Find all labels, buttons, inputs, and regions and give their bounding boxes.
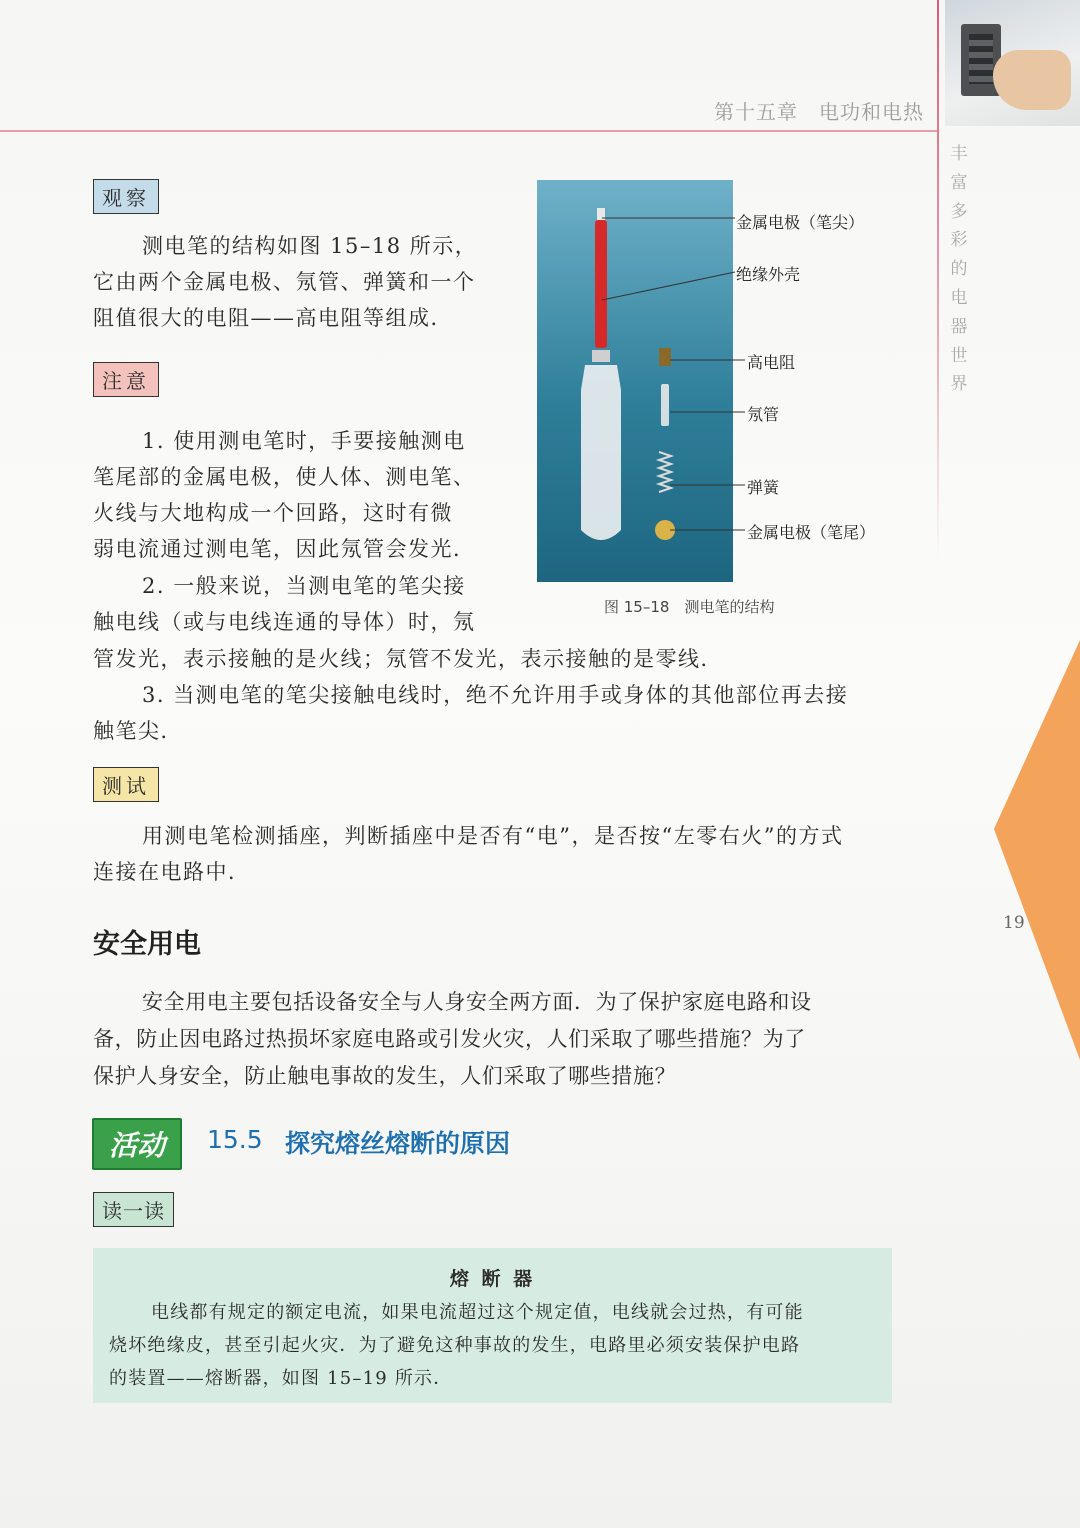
activity-number: 15.5 xyxy=(207,1125,263,1154)
test-line: 连接在电路中． xyxy=(93,860,251,884)
observe-label: 观察 xyxy=(93,179,159,214)
note-label: 注意 xyxy=(93,362,159,397)
margin-rule xyxy=(937,0,939,560)
safety-line: 备，防止因电路过热损坏家庭电路或引发火灾，人们采取了哪些措施？为了 xyxy=(93,1027,806,1051)
test-label: 测试 xyxy=(93,767,159,802)
activity-badge xyxy=(92,1118,182,1170)
note-line: 1. 使用测电笔时，手要接触测电 xyxy=(142,429,466,453)
hand-image xyxy=(993,50,1071,110)
reading-box-title: 熔 断 器 xyxy=(449,1268,536,1290)
note-line: 触电线（或与电线连通的导体）时，氖 xyxy=(93,610,476,634)
page-number: 19 xyxy=(1003,913,1025,933)
observe-line: 测电笔的结构如图 15–18 所示， xyxy=(142,234,478,258)
note-line: 触笔尖． xyxy=(93,719,183,743)
unit-title-char: 世 xyxy=(950,345,968,366)
figure-caption: 图 15–18 测电笔的结构 xyxy=(604,598,775,616)
test-line: 用测电笔检测插座，判断插座中是否有“电”，是否按“左零右火”的方式 xyxy=(142,824,844,848)
safety-line: 保护人身安全，防止触电事故的发生，人们采取了哪些措施？ xyxy=(93,1064,677,1088)
observe-line: 它由两个金属电极、氖管、弹簧和一个 xyxy=(93,270,476,294)
unit-title-char: 多 xyxy=(950,201,968,222)
activity-badge-text: 活动 xyxy=(108,1129,165,1162)
note-line: 弱电流通过测电笔，因此氖管会发光． xyxy=(93,537,476,561)
unit-title-vertical xyxy=(948,140,970,399)
chapter-title: 第十五章 电功和电热 xyxy=(714,100,924,124)
reading-line: 的装置——熔断器，如图 15–19 所示． xyxy=(109,1368,453,1389)
unit-title-char: 富 xyxy=(950,172,968,193)
reading-box xyxy=(93,1248,892,1403)
unit-title-char: 界 xyxy=(950,374,968,395)
section-title: 安全用电 xyxy=(93,929,201,960)
note-line: 2. 一般来说，当测电笔的笔尖接 xyxy=(142,574,466,598)
safety-line: 安全用电主要包括设备安全与人身安全两方面．为了保护家庭电路和设 xyxy=(142,990,812,1014)
reading-line: 电线都有规定的额定电流，如果电流超过这个规定值，电线就会过热，有可能 xyxy=(151,1302,804,1323)
header-rule xyxy=(0,130,938,132)
activity-title: 探究熔丝熔断的原因 xyxy=(285,1129,511,1158)
unit-title-char: 电 xyxy=(950,287,968,308)
observe-line: 阻值很大的电阻——高电阻等组成． xyxy=(93,306,453,330)
read-label: 读一读 xyxy=(93,1192,174,1227)
unit-title-char: 丰 xyxy=(950,144,968,164)
unit-title-char: 彩 xyxy=(950,230,968,251)
label-high-resistor: 高电阻 xyxy=(747,353,796,372)
label-neon-tube: 氖管 xyxy=(747,405,780,424)
page-tab xyxy=(994,640,1080,1060)
figure-leader-lines xyxy=(600,200,760,560)
label-insulating-shell: 绝缘外壳 xyxy=(736,265,801,284)
note-line: 3. 当测电笔的笔尖接触电线时，绝不允许用手或身体的其他部位再去接 xyxy=(142,683,849,707)
unit-title-char: 的 xyxy=(950,259,968,280)
reading-line: 烧坏绝缘皮，甚至引起火灾．为了避免这种事故的发生，电路里必须安装保护电路 xyxy=(109,1335,801,1356)
label-tip-electrode: 金属电极（笔尖） xyxy=(736,213,865,232)
label-spring: 弹簧 xyxy=(747,478,780,497)
label-tail-electrode: 金属电极（笔尾） xyxy=(747,523,876,542)
unit-title-char: 器 xyxy=(950,316,968,337)
note-line: 火线与大地构成一个回路，这时有微 xyxy=(93,501,453,525)
note-line: 管发光，表示接触的是火线；氖管不发光，表示接触的是零线． xyxy=(93,647,723,671)
socket-photo xyxy=(945,0,1080,126)
note-line: 笔尾部的金属电极，使人体、测电笔、 xyxy=(93,465,476,489)
